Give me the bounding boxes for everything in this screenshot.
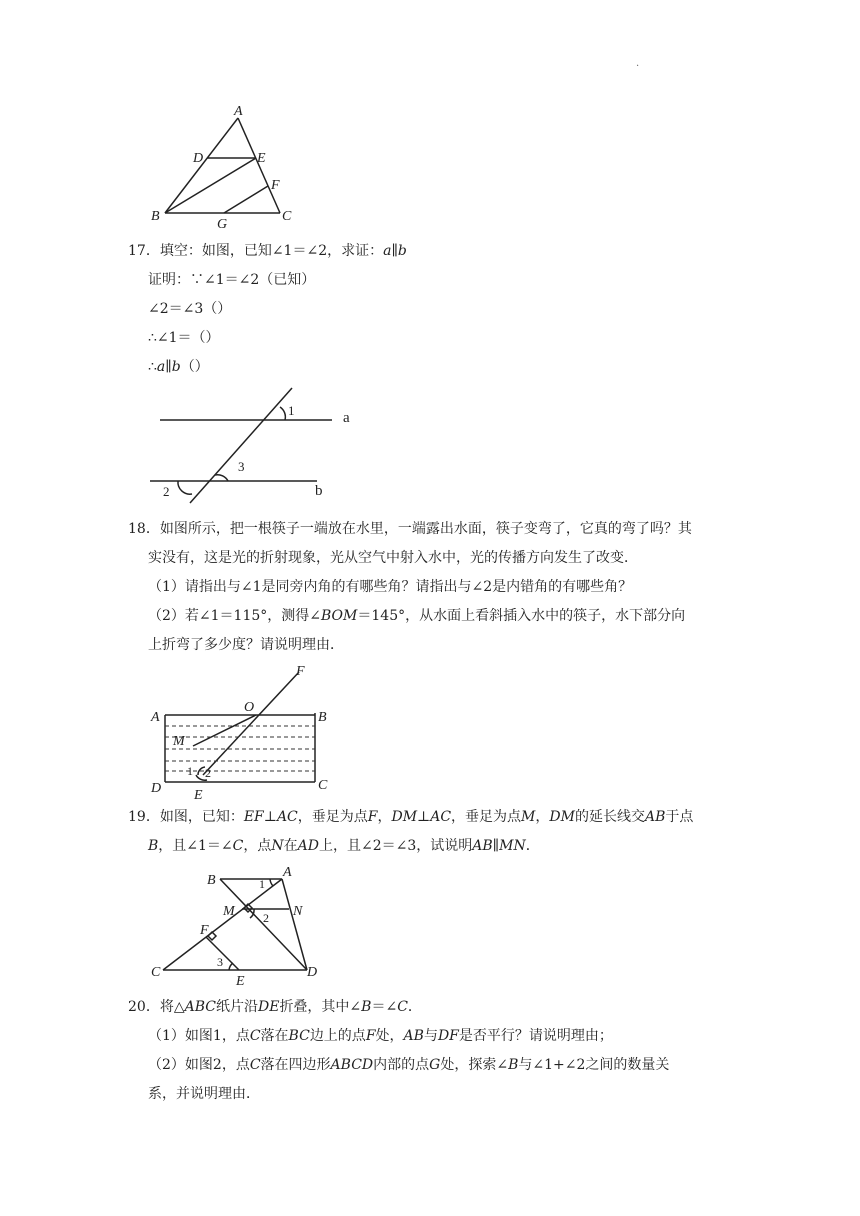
q19-number: 19．	[128, 809, 160, 825]
label-a: A	[283, 865, 292, 880]
label-m: M	[173, 734, 185, 749]
label-angle-2: 2	[205, 766, 211, 780]
q20-part-2: （2）如图2，点C落在四边形ABCD内部的点G处，探索∠B与∠1+∠2之间的数量关	[148, 1057, 670, 1073]
label-b: B	[207, 873, 216, 888]
label-e: E	[236, 974, 245, 989]
arc-angle-3	[229, 963, 233, 970]
q19-line-1: 19．如图，已知：EF⊥AC，垂足为点F，DM⊥AC，垂足为点M，DM的延长线交AB于点	[128, 809, 694, 825]
arc-angle-2	[178, 481, 192, 494]
q20-number: 20．	[128, 999, 160, 1015]
q18-line-2: 实没有，这是光的折射现象，光从空气中射入水中，光的传播方向发生了改变．	[148, 550, 638, 566]
label-angle-1: 1	[288, 403, 295, 418]
label-angle-3: 3	[238, 459, 245, 474]
figure-parallel-lines	[145, 385, 375, 505]
label-e: E	[257, 151, 266, 166]
q18-part-1: （1）请指出与∠1是同旁内角的有哪些角？请指出与∠2是内错角的有哪些角？	[148, 579, 633, 595]
label-d: D	[307, 965, 318, 980]
q18-part-2: （2）若∠1＝115°，测得∠BOM＝145°，从水面上看斜插入水中的筷子，水下部分向	[148, 608, 686, 624]
label-angle-2: 2	[263, 911, 269, 925]
label-f: F	[200, 923, 209, 938]
figure-chopstick-water	[145, 665, 345, 805]
label-line-a: a	[343, 410, 350, 426]
label-e: E	[194, 788, 203, 803]
label-a: A	[234, 104, 243, 119]
q18-number: 18．	[128, 521, 160, 537]
q20-part-2-cont: 系，并说明理由．	[148, 1086, 260, 1102]
header-dot: .	[636, 58, 640, 69]
label-g: G	[217, 217, 228, 232]
q20-line-1: 20．将△ABC纸片沿DE折叠，其中∠B＝∠C．	[128, 999, 422, 1015]
q17-proof-4: ∴a∥b（）	[148, 359, 209, 375]
label-n: N	[293, 904, 303, 919]
figure-perpendiculars	[145, 862, 335, 992]
q19-line-2: B，且∠1＝∠C，点N在AD上，且∠2＝∠3，试说明AB∥MN．	[148, 838, 540, 854]
label-d: D	[193, 151, 204, 166]
label-angle-1: 1	[187, 764, 193, 778]
label-f: F	[271, 178, 280, 193]
label-b: B	[151, 209, 160, 224]
q20-part-1: （1）如图1，点C落在BC边上的点F处，AB与DF是否平行？请说明理由；	[148, 1028, 613, 1044]
q17-proof-3: ∴∠1＝（）	[148, 330, 220, 346]
arc-angle-1	[270, 879, 273, 886]
segment-be	[165, 158, 256, 213]
transversal	[190, 388, 292, 503]
chopstick-line-of	[203, 672, 299, 775]
q17-proof-1: 证明：∵∠1＝∠2（已知）	[148, 272, 316, 288]
label-angle-1: 1	[259, 877, 265, 891]
q17-stem: 17．填空：如图，已知∠1＝∠2，求证：a∥b	[128, 243, 407, 259]
label-c: C	[151, 965, 161, 980]
label-angle-3: 3	[217, 955, 223, 969]
label-b: B	[318, 710, 327, 725]
label-f: F	[296, 664, 305, 679]
arc-angle-1	[280, 407, 285, 420]
label-c: C	[282, 209, 292, 224]
label-a: A	[151, 710, 160, 725]
label-angle-2: 2	[163, 484, 170, 499]
label-o: O	[244, 700, 255, 715]
chopstick-om	[193, 715, 256, 746]
arc-angle-3	[215, 475, 228, 481]
segment-gf	[224, 186, 268, 213]
q17-number: 17．	[128, 243, 160, 259]
q18-line-1: 18．如图所示，把一根筷子一端放在水里，一端露出水面，筷子变弯了，它真的弯了吗？其	[128, 521, 692, 537]
label-c: C	[318, 778, 328, 793]
figure-triangle-abc	[140, 100, 310, 235]
label-d: D	[151, 781, 162, 796]
label-m: M	[223, 904, 235, 919]
q18-part-2-cont: 上折弯了多少度？请说明理由．	[148, 637, 344, 653]
q17-proof-2: ∠2＝∠3（）	[148, 301, 232, 317]
label-line-b: b	[315, 483, 323, 499]
